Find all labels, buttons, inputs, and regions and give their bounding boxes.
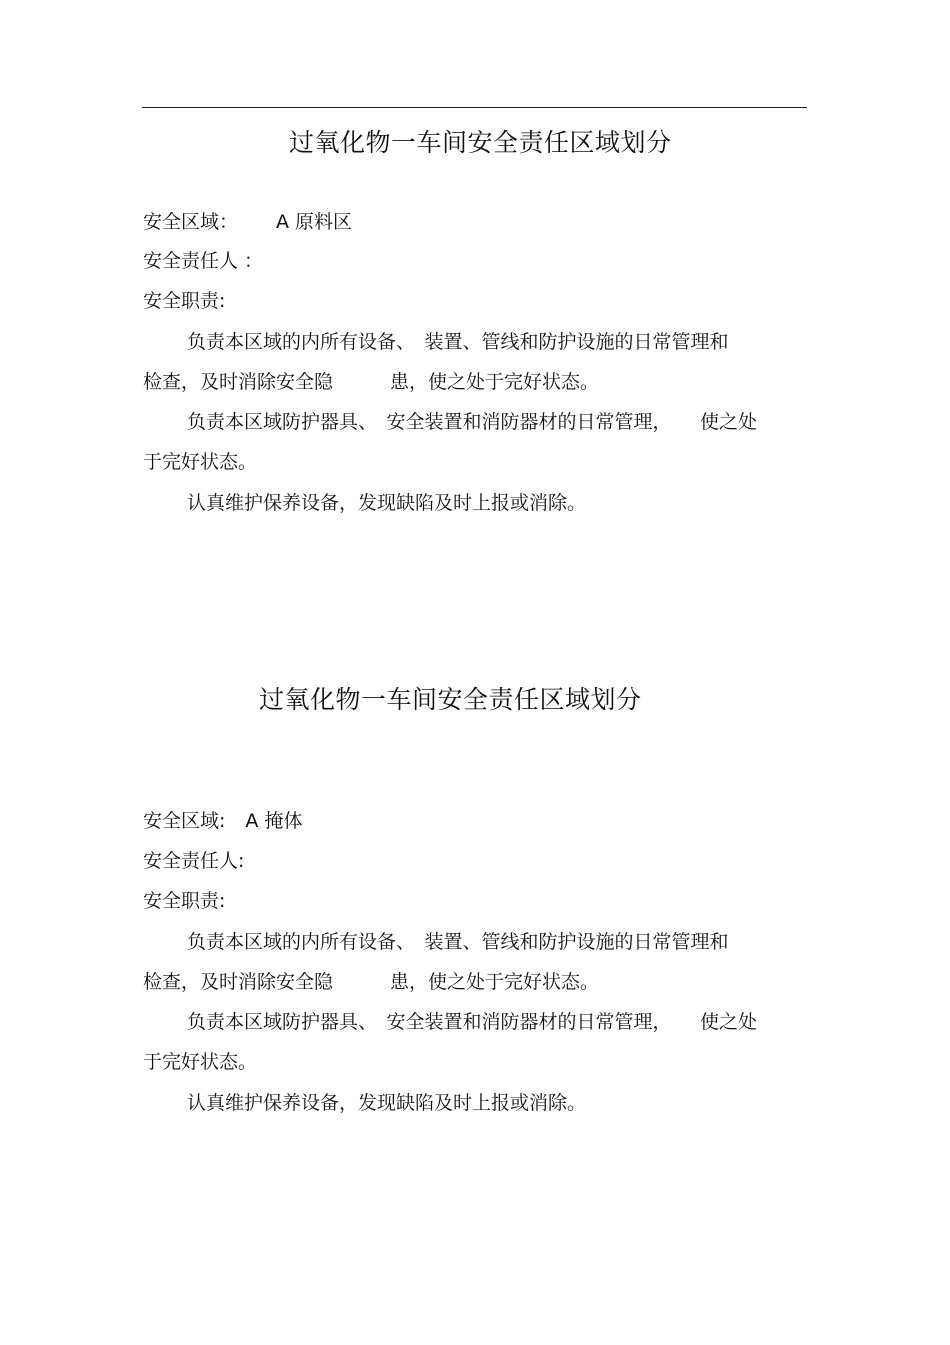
- person-label: 安全责任人 ：: [143, 250, 264, 272]
- duty-1-line-2: 检查，及时消除安全隐 患，使之处于完好状态。: [143, 371, 600, 393]
- area-value: A 原料区: [276, 211, 353, 233]
- section-title: 过氧化物一车间安全责任区域划分: [289, 128, 672, 157]
- duty-3: 认真维护保养设备，发现缺陷及时上报或消除。: [187, 1092, 587, 1114]
- duty-3: 认真维护保养设备，发现缺陷及时上报或消除。: [187, 492, 587, 514]
- duty-2-line-1: 负责本区域防护器具、 安全装置和消防器材的日常管理， 使之处: [187, 411, 758, 433]
- duty-1-line-2: 检查，及时消除安全隐 患，使之处于完好状态。: [143, 971, 600, 993]
- area-row: [143, 209, 352, 235]
- top-divider: [142, 107, 807, 108]
- person-label: 安全责任人:: [143, 850, 245, 872]
- duty-2-line-2: 于完好状态。: [143, 1051, 258, 1073]
- area-label: 安全区域：: [143, 211, 239, 233]
- duty-label: 安全职责:: [143, 290, 226, 312]
- area-value: A 掩体: [245, 810, 303, 832]
- duty-2-line-1: 负责本区域防护器具、 安全装置和消防器材的日常管理， 使之处: [187, 1011, 758, 1033]
- area-label: 安全区域:: [143, 810, 226, 832]
- area-row: [143, 808, 302, 834]
- duty-1-line-1: 负责本区域的内所有设备、 装置、管线和防护设施的日常管理和: [187, 331, 729, 353]
- duty-1-line-1: 负责本区域的内所有设备、 装置、管线和防护设施的日常管理和: [187, 931, 729, 953]
- duty-label: 安全职责:: [143, 890, 226, 912]
- section-title: 过氧化物一车间安全责任区域划分: [259, 685, 642, 714]
- duty-2-line-2: 于完好状态。: [143, 451, 258, 473]
